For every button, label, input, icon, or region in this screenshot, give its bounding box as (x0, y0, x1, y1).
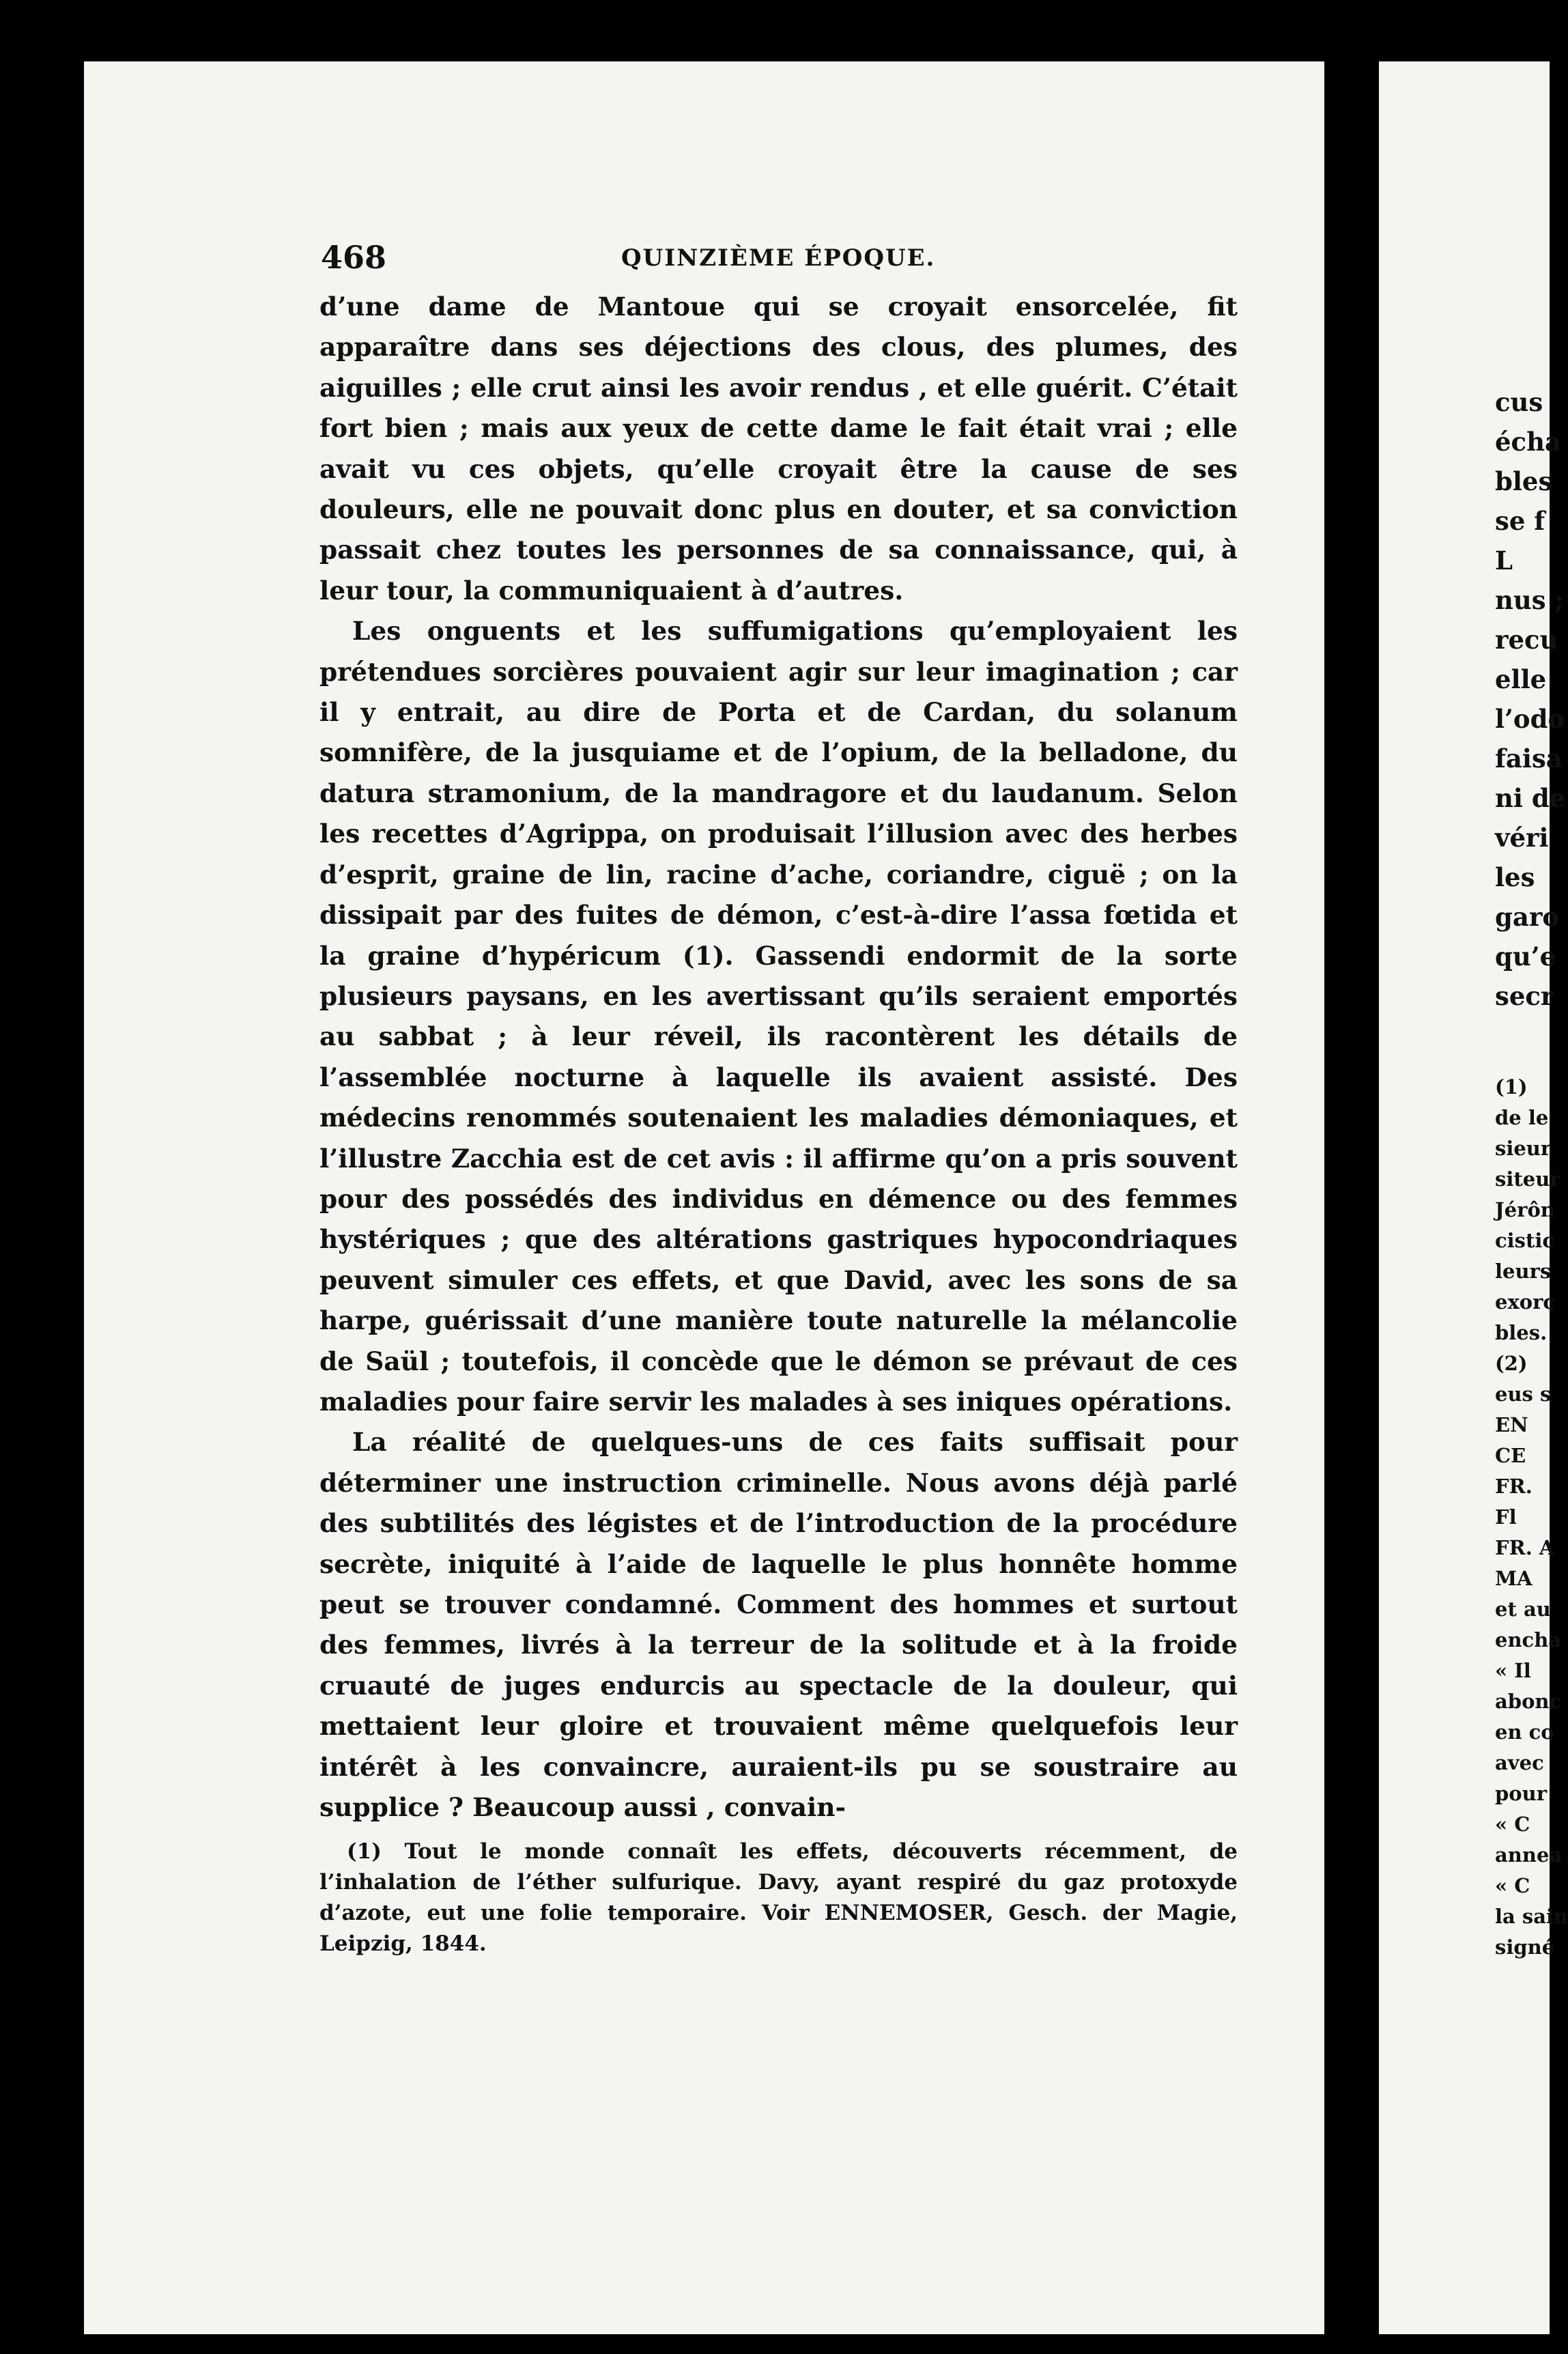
running-head: QUINZIÈME ÉPOQUE. (621, 244, 936, 272)
right-page-note-line: leurs (1495, 1260, 1552, 1283)
right-page-note-line: CE (1495, 1444, 1526, 1467)
right-page-note-line: (1) (1495, 1075, 1528, 1098)
right-page-note-line: et au (1495, 1598, 1551, 1621)
right-page-note-line: avec (1495, 1751, 1544, 1774)
right-page-note-line: sieur (1495, 1137, 1552, 1160)
right-page-line: se f (1495, 506, 1545, 536)
right-page-note-line: FR. (1495, 1475, 1533, 1498)
right-page-note-line: Fl (1495, 1505, 1517, 1529)
right-page-line: garo (1495, 902, 1560, 932)
right-page-line: véri (1495, 823, 1549, 853)
right-page-note-line: Jérôn (1495, 1198, 1555, 1221)
right-page-note-line: encha (1495, 1628, 1562, 1651)
right-page-line: écha (1495, 427, 1561, 457)
footnote-1: (1) Tout le monde connaît les effets, découverts récemment, de l’inhalation de l’éther sulfurique. Davy, ayant respiré du gaz protoxyde d’azote, eut une folie temporaire. Voir ENNEMOSER, Gesch. der Magie, Leipzig, 1844. (319, 1839, 1238, 1956)
body-text (319, 287, 1238, 1828)
page-header (321, 239, 1236, 280)
right-page-line: qu’e (1495, 941, 1556, 972)
right-page-line: recu (1495, 625, 1558, 655)
page-number: 468 (321, 239, 387, 276)
right-page-line: bles (1495, 466, 1553, 496)
right-page-note-line: de le (1495, 1106, 1549, 1129)
right-page-note-line: signé (1495, 1935, 1555, 1959)
right-page-note-line: siteur (1495, 1167, 1560, 1191)
right-page-note-line: abonc (1495, 1690, 1562, 1713)
right-page-note-line: « Il (1495, 1659, 1531, 1682)
right-page-note-line: annea (1495, 1843, 1563, 1867)
right-page-line: faisa (1495, 743, 1563, 774)
right-page-note-line: (2) (1495, 1352, 1528, 1375)
right-page-note-line: en co (1495, 1720, 1554, 1744)
right-page-line: secr (1495, 981, 1554, 1011)
right-page-note-line: FR. A (1495, 1536, 1555, 1559)
right-page-line: nus ; (1495, 585, 1565, 615)
right-page-line: ni de (1495, 783, 1566, 813)
right-page-lines (1495, 382, 1566, 1016)
right-page-note-line: bles. (1495, 1321, 1548, 1344)
right-page-note-line: MA (1495, 1567, 1533, 1590)
paragraph-2: Les onguents et les suffumigations qu’employaient les prétendues sorcières pouvaient agir sur leur imagination ; car il y entrait, au dire de Porta et de Cardan, du solanum somnifère, de la jusquiame et de l’opium, de la belladone, du datura stramonium, de la mandragore et du laudanum. Selon les recettes d’Agrippa, on produisait l’illusion avec des herbes d’esprit, graine de lin, racine d’ache, coriandre, ciguë ; on la dissipait par des fuites de démon, c’est-à-dire l’assa fœtida et la graine d’hypéricum (1). Gassendi endormit de la sorte plusieurs paysans, en les avertissant qu’ils seraient emportés au sabbat ; à leur réveil, ils racontèrent les détails de l’assemblée nocturne à laquelle ils avaient assisté. Des médecins renommés soutenaient les maladies démoniaques, et l’illustre Zacchia est de cet avis : il affirme qu’on a pris souvent pour des possédés des individus en démence ou des femmes hystériques ; que des altérations gastriques hypocondriaques peuvent simuler ces effets, et que David, avec les sons de sa harpe, guérissait d’une manière toute naturelle la mélancolie de Saül ; toutefois, il concède que le démon se prévaut de ces maladies pour faire servir les malades à ses iniques opérations. (319, 616, 1238, 1417)
right-page-line: cus (1495, 387, 1543, 417)
right-page-line: L (1495, 545, 1513, 576)
right-page-note-line: « C (1495, 1874, 1530, 1897)
right-page-note-line: « C (1495, 1813, 1530, 1836)
right-page-note-line: pour (1495, 1782, 1547, 1805)
right-page-note-line: exorc (1495, 1290, 1556, 1314)
right-page-line: l’odo (1495, 704, 1565, 734)
right-page-line: elle (1495, 664, 1547, 694)
right-page-notes (1495, 1072, 1568, 1963)
right-page-note-line: la sain (1495, 1905, 1568, 1928)
footnote (319, 1837, 1238, 1959)
paragraph-3: La réalité de quelques-uns de ces faits suffisait pour déterminer une instruction criminelle. Nous avons déjà parlé des subtilités des légistes et de l’introduction de la procédure secrète, iniquité à l’aide de laquelle le plus honnête homme peut se trouver condamné. Comment des hommes et surtout des femmes, livrés à la terreur de la solitude et à la froide cruauté de juges endurcis au spectacle de la douleur, qui mettaient leur gloire et trouvaient même quelquefois leur intérêt à les convaincre, auraient-ils pu se soustraire au supplice ? Beaucoup aussi , convain- (319, 1427, 1238, 1823)
right-page-fragment (1379, 61, 1568, 2334)
right-page-note-line: eus s (1495, 1382, 1552, 1406)
right-page-note-line: EN (1495, 1413, 1528, 1436)
right-page-line: les (1495, 862, 1535, 892)
paragraph-1: d’une dame de Mantoue qui se croyait ensorcelée, fit apparaître dans ses déjections des clous, des plumes, des aiguilles ; elle crut ainsi les avoir rendus , et elle guérit. C’était fort bien ; mais aux yeux de cette dame le fait était vrai ; elle avait vu ces objets, qu’elle croyait être la cause de ses douleurs, elle ne pouvait donc plus en douter, et sa conviction passait chez toutes les personnes de sa connaissance, qui, à leur tour, la communiquaient à d’autres. (319, 292, 1238, 606)
right-page-note-line: cistic (1495, 1229, 1555, 1252)
